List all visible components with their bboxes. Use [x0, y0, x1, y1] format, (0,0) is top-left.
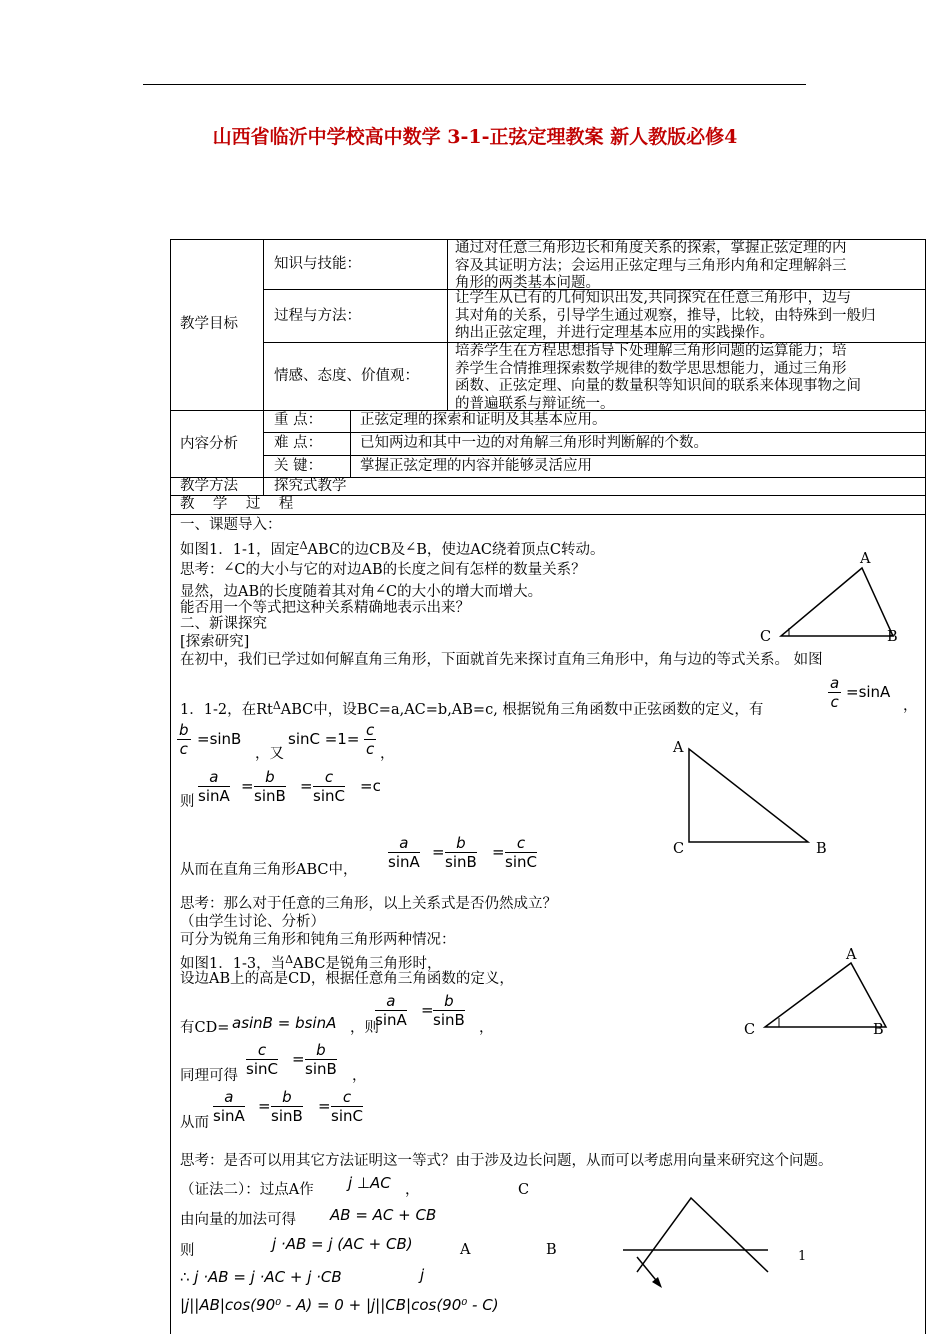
- sinC-eq-1: sinC =1=: [288, 730, 360, 748]
- eq-6: =: [292, 1050, 305, 1068]
- j-dot-ab: j ·AB = j (AC + CB): [272, 1235, 413, 1253]
- goal-knowledge-text: 通过对任意三角形边长和角度关系的探索，掌握正弦定理的内 容及其证明方法；会运用正弦定理与三角形内角和定理解斜三 角形的两类基本问题。: [455, 240, 847, 291]
- difficulty-label: 难 点：: [274, 435, 323, 451]
- section-new: 二、新课探究: [180, 616, 267, 632]
- frac-b-sinB-5: $\frac{b}{\sin B}$: [271, 1088, 303, 1125]
- frac-c-sinC-2: $\frac{c}{\sin C}$: [505, 834, 537, 871]
- para-7: 从而在直角三角形ABC中，: [180, 862, 358, 878]
- j-label: j: [420, 1266, 425, 1284]
- para-15: 从而: [180, 1115, 209, 1131]
- eq-2: =: [300, 777, 313, 795]
- para-5: 在初中，我们已学过如何解直角三角形，下面就首先来探讨直角三角形中，角与边的等式关系。 如图: [180, 652, 823, 668]
- frac-a-sinA-3: $\frac{a}{\sin A}$: [375, 992, 407, 1029]
- comma-1: ，: [903, 698, 918, 714]
- comma-5: ，: [405, 1182, 420, 1198]
- frac-c-sinC-1: $\frac{c}{\sin C}$: [313, 768, 345, 805]
- para-14: 同理可得: [180, 1068, 238, 1084]
- para-3: 显然，边AB的长度随着其对角∠C的大小的增大而增大。: [180, 582, 543, 600]
- comma-4: ，: [352, 1068, 367, 1084]
- method-value: 探究式教学: [274, 478, 347, 494]
- key-label: 关 键：: [274, 458, 323, 474]
- para-4: 能否用一个等式把这种关系精确地表示出来？: [180, 600, 470, 616]
- para-12: 设边AB上的高是CD，根据任意角三角函数的定义，: [180, 971, 514, 987]
- ze-text: 则: [180, 794, 195, 810]
- eq-8: =: [318, 1097, 331, 1115]
- fig4-label-b: B: [546, 1242, 557, 1258]
- j-perp-ac: j ⊥AC: [348, 1174, 391, 1192]
- goal-attitude-text: 培养学生在方程思想指导下处理解三角形问题的运算能力；培 养学生合情推理探索数学规律的数学思思想能力，通过三角形 函数、正弦定理、向量的数量积等知识间的联系来体现事物之间 的普遍联系与辩证统一。: [455, 343, 861, 412]
- cd-expr: asinB = bsinA: [232, 1014, 337, 1032]
- fig2-label-c: C: [673, 841, 685, 857]
- frac-b-sinB-1: $\frac{b}{\sin B}$: [254, 768, 286, 805]
- para-19: 则: [180, 1243, 195, 1259]
- frac-b-c: $\frac{b}{c}$: [179, 721, 189, 758]
- fig2-label-a: A: [673, 740, 684, 756]
- para-18: 由向量的加法可得: [180, 1212, 296, 1228]
- you-text: ，又: [255, 746, 284, 762]
- frac-c-sinC-4: $\frac{c}{\sin C}$: [331, 1088, 363, 1125]
- frac-a-c: $\frac{a}{c}$: [830, 674, 840, 711]
- comma-2: ，: [380, 746, 395, 762]
- goals-label: 教学目标: [180, 316, 238, 332]
- section-explore: [探索研究]: [180, 634, 250, 650]
- fig3-label-c: C: [744, 1022, 756, 1038]
- fig4-label-c: C: [518, 1182, 530, 1198]
- goal-knowledge-label: 知识与技能：: [274, 256, 361, 272]
- header-rule: [143, 84, 806, 85]
- eq-sinB: =sinB: [197, 730, 242, 748]
- frac-c-c: $\frac{c}{c}$: [366, 721, 375, 758]
- fig1-label-b: B: [887, 629, 898, 645]
- frac-a-sinA-4: $\frac{a}{\sin A}$: [213, 1088, 245, 1125]
- section-intro: 一、课题导入：: [180, 517, 282, 533]
- fig2-label-b: B: [816, 841, 827, 857]
- frac-a-sinA-1: $\frac{a}{\sin A}$: [198, 768, 230, 805]
- page-number: 1: [798, 1249, 807, 1264]
- para-9: （由学生讨论、分析）: [180, 914, 325, 930]
- para-17: （证法二）：过点A作: [180, 1182, 314, 1198]
- frac-a-sinA-2: $\frac{a}{\sin A}$: [388, 834, 420, 871]
- therefore-line: ∴ j ·AB = j ·AC + j ·CB: [180, 1268, 342, 1286]
- goal-process-label: 过程与方法：: [274, 308, 361, 324]
- eq-7: =: [258, 1097, 271, 1115]
- fig1-label-a: A: [860, 551, 871, 567]
- eq-c: =c: [360, 777, 381, 795]
- para-16: 思考：是否可以用其它方法证明这一等式？由于涉及边长问题，从而可以考虑用向量来研究这个问题。: [180, 1153, 833, 1169]
- key-text: 掌握正弦定理的内容并能够灵活应用: [360, 458, 592, 474]
- eq-5: =: [421, 1001, 434, 1019]
- eq-1: =: [241, 777, 254, 795]
- para-1: 如图1．1-1，固定$^\Delta$ABC的边CB及∠B，使边AC绕着顶点C转动。: [180, 539, 605, 558]
- key-point-label: 重 点：: [274, 412, 323, 428]
- para-13: 有CD=: [180, 1020, 230, 1036]
- fig3-label-b: B: [873, 1022, 884, 1038]
- method-label: 教学方法: [180, 478, 238, 494]
- vec-sum: AB = AC + CB: [330, 1206, 437, 1224]
- para-11: 如图1．1-3，当$^\Delta$ABC是锐角三角形时，: [180, 953, 442, 972]
- content-label: 内容分析: [180, 436, 238, 452]
- para-6: 1．1-2，在$Rt^\Delta ABC$中，设BC=a,AC=b,AB=c, 根据锐角三角函数中正弦函数的定义，有: [180, 699, 764, 718]
- para-8: 思考：那么对于任意的三角形，以上关系式是否仍然成立？: [180, 896, 557, 912]
- difficulty-text: 已知两边和其中一边的对角解三角形时判断解的个数。: [360, 435, 708, 451]
- ze-text-2: ，则: [350, 1020, 379, 1036]
- frac-c-sinC-3: $\frac{c}{\sin C}$: [246, 1041, 278, 1078]
- goal-attitude-label: 情感、态度、价值观：: [274, 368, 419, 384]
- comma-3: ，: [479, 1020, 494, 1036]
- frac-b-sinB-2: $\frac{b}{\sin B}$: [445, 834, 477, 871]
- frac-b-sinB-3: $\frac{b}{\sin B}$: [433, 992, 465, 1029]
- last-equation: |j||AB|cos(90⁰ - A) = 0 + |j||CB|cos(90⁰ - C): [180, 1296, 499, 1314]
- fig4-label-a: A: [460, 1242, 471, 1258]
- fig1-label-c: C: [760, 629, 772, 645]
- process-label: 教 学 过 程: [180, 496, 294, 512]
- page-title: 山西省临沂中学校高中数学 3-1-正弦定理教案 新人教版必修4: [212, 126, 738, 148]
- fig3-label-a: A: [846, 947, 857, 963]
- key-point-text: 正弦定理的探索和证明及其基本应用。: [360, 412, 607, 428]
- para-2: 思考：∠C的大小与它的对边AB的长度之间有怎样的数量关系？: [180, 560, 586, 578]
- para-10: 可分为锐角三角形和钝角三角形两种情况：: [180, 932, 456, 948]
- eq-sinA: =sinA: [846, 683, 891, 701]
- frac-b-sinB-4: $\frac{b}{\sin B}$: [305, 1041, 337, 1078]
- eq-3: =: [432, 843, 445, 861]
- eq-4: =: [492, 843, 505, 861]
- goal-process-text: 让学生从已有的几何知识出发,共同探究在任意三角形中，边与 其对角的关系，引导学生通过观察，推导，比较，由特殊到一般归 纳出正弦定理，并进行定理基本应用的实践操作。: [455, 290, 876, 341]
